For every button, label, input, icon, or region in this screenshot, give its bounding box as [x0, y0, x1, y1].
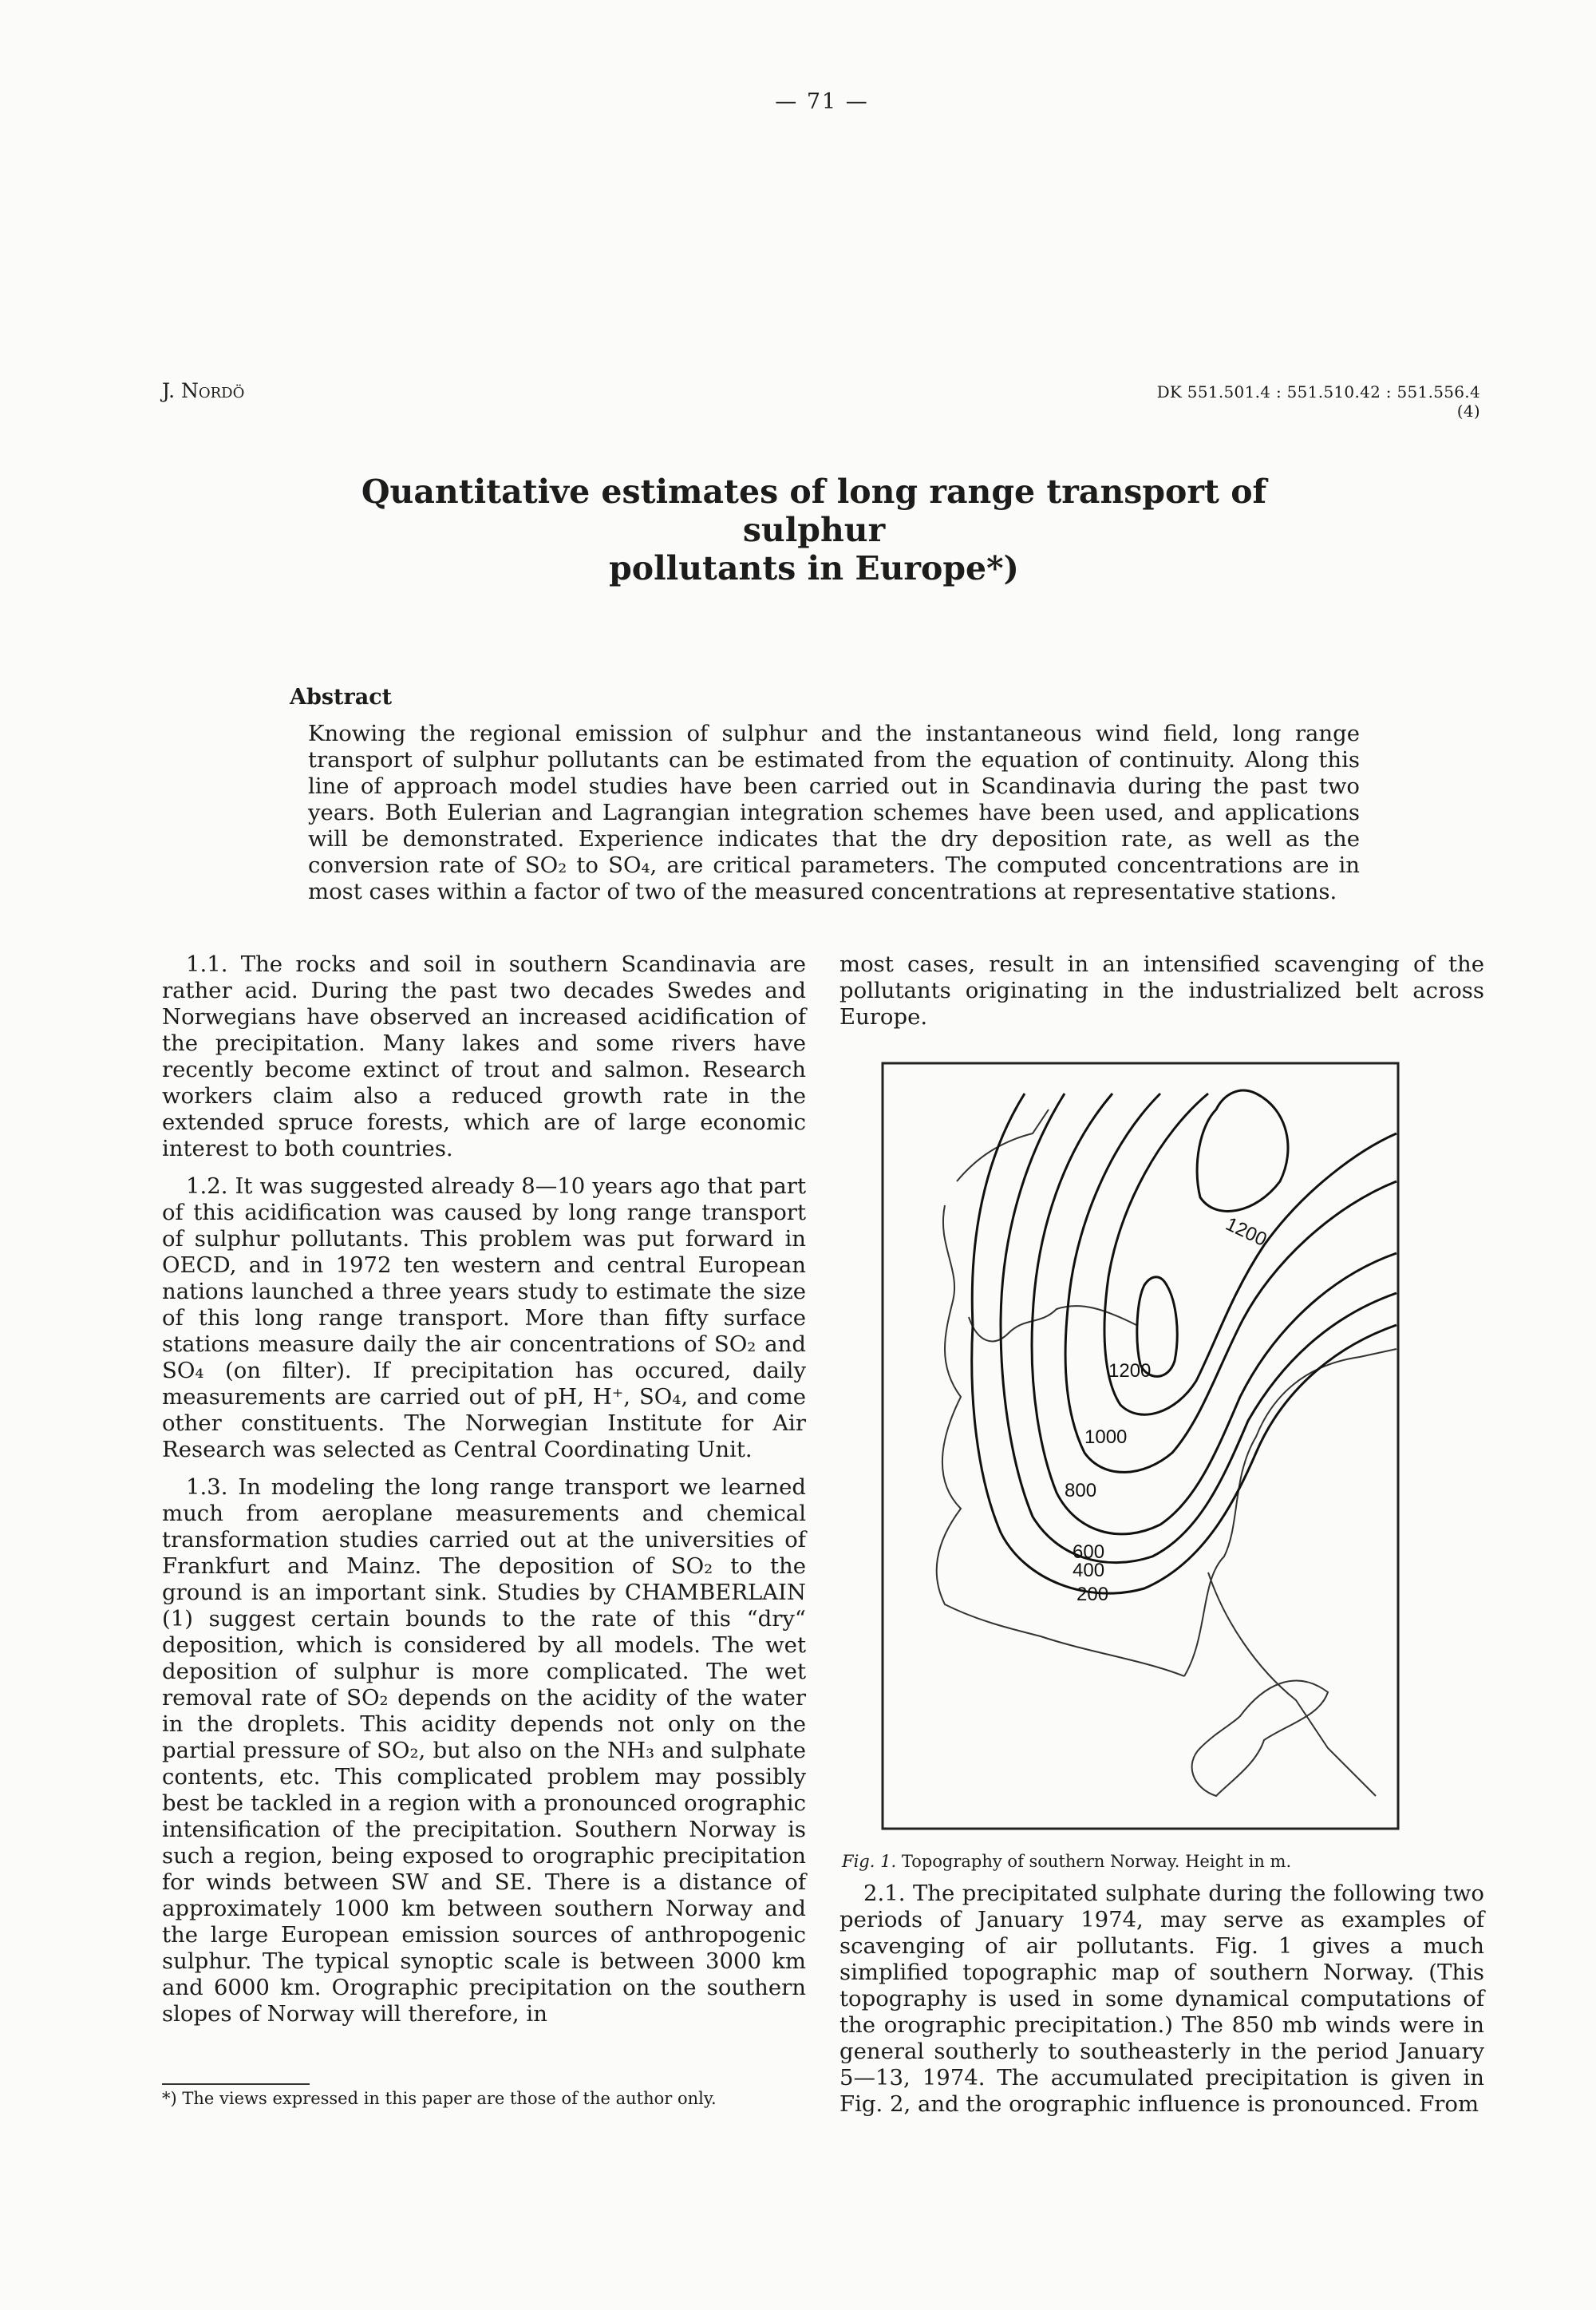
footnote-rule	[162, 2083, 310, 2085]
paragraph-2-1: 2.1. The precipitated sulphate during the following two periods of January 1974, may serve as examples of scavenging of air pollutants. Fig. 1 gives a much simplified topographic map of southern Norway. (This topography is used in some dynamical computations of the orographic precipitation.) The 850 mb winds were in general southerly to southeasterly in the period January 5—13, 1974. The accumulated precipitation is given in Fig. 2, and the orographic influence is pronounced. From	[839, 1881, 1484, 2117]
paragraph-1-2: 1.2. It was suggested already 8—10 years ago that part of this acidification was caused by long range transport of sulphur pollutants. This problem was put forward in OECD, and in 1972 ten western and central European nations launched a three years study to estimate the size of this long range transport. More than fifty surface stations measure daily the air concentrations of SO₂ and SO₄ (on filter). If precipitation has occured, daily measurements are carried out of pH, H⁺, SO₄, and come other constituents. The Norwegian Institute for Air Research was selected as Central Coordinating Unit.	[162, 1173, 806, 1462]
contour-200	[972, 1094, 1396, 1593]
title-line-1: Quantitative estimates of long range transport of sulphur	[361, 473, 1267, 549]
footnote: *) The views expressed in this paper are those of the author only.	[162, 2089, 717, 2108]
author	[162, 379, 244, 402]
paragraph-1-3-continued: most cases, result in an intensified scavenging of the pollutants originating in the industrialized belt across Europe.	[839, 951, 1484, 1030]
page-number: — 71 —	[775, 89, 869, 114]
topography-figure	[881, 1062, 1400, 1830]
contour-600	[1032, 1094, 1396, 1534]
caption-text: Topography of southern Norway. Height in m.	[901, 1852, 1292, 1871]
contour-label-800: 800	[1065, 1480, 1097, 1501]
contour-label-1200-upper: 1200	[1222, 1212, 1270, 1251]
left-column	[162, 951, 806, 2039]
contour-label-1200-lower: 1200	[1108, 1360, 1152, 1382]
paragraph-1-3: 1.3. In modeling the long range transport we learned much from aeroplane measurements and chemical transformation studies carried out at the universities of Frankfurt and Mainz. The deposition of SO₂ to the ground is an important sink. Studies by CHAMBERLAIN (1) suggest certain bounds to the rate of this “dry“ deposition, which is considered by all models. The wet deposition of sulphur is more complicated. The wet removal rate of SO₂ depends on the acidity of the water in the droplets. This acidity depends not only on the partial pressure of SO₂, but also on the NH₃ and sulphate contents, etc. This complicated problem may possibly best be tackled in a region with a pronounced orographic intensification of the precipitation. Southern Norway is such a region, being exposed to orographic precipitation for winds between SW and SE. There is a distance of approximately 1000 km between southern Norway and the large European emission sources of anthropogenic sulphur. The typical synoptic scale is between 3000 km and 6000 km. Orographic precipitation on the southern slopes of Norway will therefore, in	[162, 1474, 806, 2027]
abstract-text: Knowing the regional emission of sulphur and the instantaneous wind field, long range transport of sulphur pollutants can be estimated from the equation of continuity. Along this line of approach model studies have been carried out in Scandinavia during the past two years. Both Eulerian and Lagrangian integration schemes have been used, and applications will be demonstrated. Experience indicates that the dry deposition rate, as well as the conversion rate of SO₂ to SO₄, are critical parameters. The computed concentrations are in most cases within a factor of two of the measured concentrations at representative stations.	[308, 721, 1360, 904]
contour-400	[1001, 1094, 1396, 1563]
abstract-heading: Abstract	[290, 685, 393, 710]
contour-label-400: 400	[1073, 1560, 1105, 1581]
caption-label: Fig. 1.	[842, 1852, 897, 1871]
title-line-2: pollutants in Europe*)	[609, 549, 1019, 587]
paper-title	[335, 473, 1293, 587]
author-name: J. Nordö	[162, 379, 245, 402]
contour-label-600: 600	[1073, 1541, 1105, 1563]
figure-caption	[842, 1852, 1480, 1871]
denmark-coast	[1192, 1681, 1328, 1796]
contour-label-200: 200	[1077, 1584, 1109, 1605]
contour-1200-upper	[1197, 1090, 1288, 1211]
udc-classification: DK 551.501.4 : 551.510.42 : 551.556.4 (4)	[1156, 382, 1480, 421]
paragraph-1-1: 1.1. The rocks and soil in southern Scandinavia are rather acid. During the past two decades Swedes and Norwegians have observed an increased acidification of the precipitation. Many lakes and some rivers have recently become extinct of trout and salmon. Research workers claim also a reduced growth rate in the extended spruce forests, which are of large economic interest to both countries.	[162, 951, 806, 1161]
contour-label-1000: 1000	[1084, 1426, 1128, 1448]
